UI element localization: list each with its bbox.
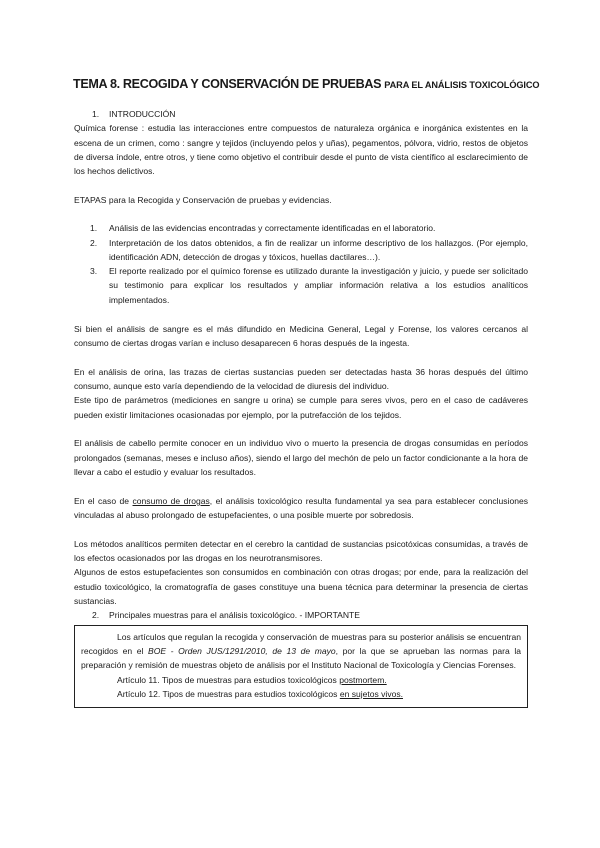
text-span: , el análisis toxicológico resulta fundamental ya sea para establecer conclusiones vinculadas al abuso prolongado de estupefacientes, o una posible muerte por sobredosis. (74, 495, 529, 521)
list-item-text: Análisis de las evidencias encontradas y correctamente identificadas en el laboratorio. (109, 223, 436, 234)
list-item (74, 236, 528, 265)
paragraph-orina-parametros: Este tipo de parámetros (mediciones en sangre u orina) se cumple para seres vivos, pero en el caso de cadáveres pueden existir limitaciones ocasionadas por ejemplo, por la putrefacción de los tejidos. (74, 395, 528, 420)
list-item-text: Interpretación de los datos obtenidos, a fin de realizar un informe descriptivo de los hallazgos. (Por ejemplo, identificación ADN, detección de drogas y tóxicos, huellas dactilares…). (109, 237, 528, 262)
title-main: TEMA 8. RECOGIDA Y CONSERVACIÓN DE PRUEBAS (73, 77, 382, 91)
box-paragraph (81, 630, 521, 673)
section-title: INTRODUCCIÓN (109, 109, 176, 119)
paragraph-cabello: El análisis de cabello permite conocer en un individuo vivo o muerto la presencia de drogas consumidas en períodos prolongados (semanas, meses e incluso años), siendo el largo del mechón de pelo un factor condicionante a la hora de llevar a cabo el estudio y evaluar los resultados. (74, 438, 528, 477)
list-number: 3. (90, 266, 98, 277)
section-title: Principales muestras para el análisis toxicológico. - IMPORTANTE (109, 610, 360, 621)
etapas-heading: ETAPAS para la Recogida y Conservación de pruebas y evidencias. (74, 194, 332, 205)
document-body (74, 107, 528, 708)
text-span: Artículo 12. Tipos de muestras para estudios toxicológicos (117, 688, 340, 699)
text-span: , por la que se aprueban las normas para la preparación y remisión de muestras objeto de análisis por el Instituto Nacional de Toxicología y Ciencias Forenses. (81, 645, 521, 671)
text-span: En el caso de (74, 495, 133, 506)
paragraph-quimica-forense: Química forense : estudia las interacciones entre compuestos de naturaleza orgánica e inorgánica existentes en la escena de un crimen, como : sangre y tejidos (incluyendo pelos y uñas), pegamentos, pólvora, vidrio, restos de objetos de diversa índole, entre otros, y tiene como objetivo el contribuir desde el punto de vista científico al esclarecimiento de los hechos delictivos. (74, 123, 528, 177)
boe-reference: BOE - Orden JUS/1291/2010, de 13 de mayo (148, 645, 336, 656)
boe-reference-box (74, 625, 528, 708)
list-number: 2. (90, 237, 98, 248)
section-number: 1. (92, 109, 100, 119)
section-number: 2. (92, 610, 100, 621)
list-item (74, 264, 528, 307)
section-heading-introduccion (74, 107, 528, 121)
list-item (74, 221, 528, 235)
articulo-11 (81, 673, 521, 687)
etapas-list (74, 221, 528, 307)
paragraph-consumo (74, 494, 528, 523)
consumo-de-drogas-link[interactable]: consumo de drogas (132, 495, 210, 506)
list-item-text: El reporte realizado por el químico forense es utilizado durante la investigación y juicio, y puede ser solicitado su testimonio para explicar los resultados y ampliar información relativa a los estudios analíticos implementados. (109, 266, 528, 305)
paragraph-orina: En el análisis de orina, las trazas de ciertas sustancias pueden ser detectadas hasta 36 horas después del último consumo, aunque esto varía dependiendo de la velocidad de diuresis del individuo. (74, 366, 528, 391)
document-title (73, 77, 539, 91)
paragraph-sangre: Si bien el análisis de sangre es el más difundido en Medicina General, Legal y Forense, los valores cercanos al consumo de ciertas drogas varían e incluso desaparecen 6 horas después de la ingesta. (74, 323, 528, 348)
list-number: 1. (90, 223, 98, 234)
section-heading-principales-muestras (74, 608, 528, 622)
postmortem-link[interactable]: postmortem. (339, 674, 387, 685)
paragraph-estupefacientes: Algunos de estos estupefacientes son consumidos en combinación con otras drogas; por ende, para la realización del estudio toxicológico, la cromatografía de gases constituye una buena técnica para determinar la presencia de ciertas sustancias. (74, 567, 528, 607)
paragraph-metodos: Los métodos analíticos permiten detectar en el cerebro la cantidad de sustancias psicotóxicas consumidas, a través de los efectos ocasionados por las drogas en los neurotransmisores. (74, 538, 528, 564)
sujetos-vivos-link[interactable]: en sujetos vivos. (339, 688, 403, 699)
title-subtitle: PARA EL ANÁLISIS TOXICOLÓGICO (384, 80, 540, 90)
text-span: Los artículos que regulan la recogida y conservación de muestras para su posterior análisis se encuentran recogidos en el (81, 631, 521, 656)
text-span: Artículo 11. Tipos de muestras para estudios toxicológicos (117, 674, 340, 685)
articulo-12 (81, 687, 521, 701)
